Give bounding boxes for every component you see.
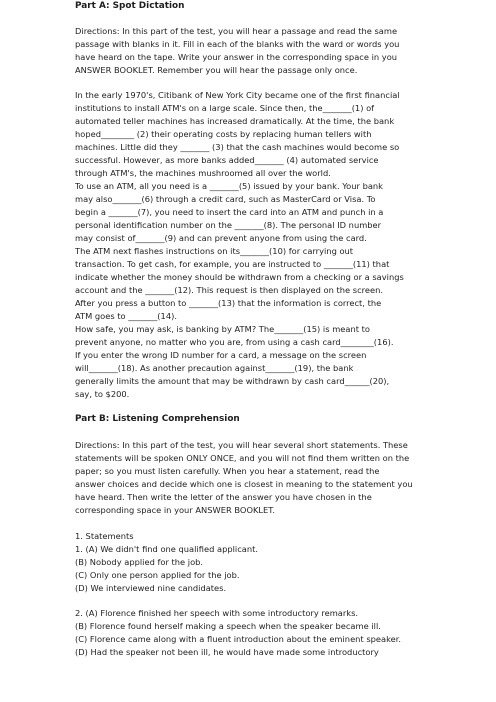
part-b-heading: Part B: Listening Comprehension <box>75 414 240 424</box>
passage-line: How safe, you may ask, is banking by ATM? The_______(15) is meant to <box>75 324 370 334</box>
part-a-passage <box>75 89 490 401</box>
document-page <box>75 0 490 659</box>
passage-line: prevent anyone, no matter who you are, from using a cash card________(16). <box>75 337 394 347</box>
passage-line: The ATM next flashes instructions on its_______(10) for carrying out <box>75 246 354 256</box>
passage-line: will_______(18). As another precaution against_______(19), the bank <box>75 363 354 373</box>
part-a-heading: Part A: Spot Dictation <box>75 1 185 11</box>
passage-line: After you press a button to _______(13) that the information is correct, the <box>75 298 382 308</box>
directions-line: corresponding space in your ANSWER BOOKLET. <box>75 505 275 515</box>
answer-option: (D) Had the speaker not been ill, he would have made some introductory <box>75 647 379 657</box>
passage-line: may consist of_______(9) and can prevent anyone from using the card. <box>75 233 367 243</box>
passage-line: machines. Little did they _______ (3) that the cash machines would become so <box>75 142 400 152</box>
passage-line: say, to $200. <box>75 389 130 399</box>
question-line: 2. (A) Florence finished her speech with some introductory remarks. <box>75 608 359 618</box>
directions-line: statements will be spoken ONLY ONCE, and you will not find them written on the <box>75 453 410 463</box>
passage-line: indicate whether the money should be withdrawn from a checking or a savings <box>75 272 404 282</box>
passage-line: To use an ATM, all you need is a _______(5) issued by your bank. Your bank <box>75 181 383 191</box>
passage-line: If you enter the wrong ID number for a card, a message on the screen <box>75 350 367 360</box>
question-2 <box>75 607 490 659</box>
passage-line: begin a _______(7), you need to insert the card into an ATM and punch in a <box>75 207 384 217</box>
answer-option: (B) Nobody applied for the job. <box>75 557 204 567</box>
directions-line: have heard. Then write the letter of the answer you have chosen in the <box>75 492 372 502</box>
directions-line: paper; so you must listen carefully. When you hear a statement, read the <box>75 466 380 476</box>
directions-line: Directions: In this part of the test, you will hear a passage and read the same <box>75 26 398 36</box>
passage-line: successful. However, as more banks added_______ (4) automated service <box>75 155 379 165</box>
passage-line: transaction. To get cash, for example, you are instructed to _______(11) that <box>75 259 390 269</box>
passage-line: may also_______(6) through a credit card, such as MasterCard or Visa. To <box>75 194 376 204</box>
question-1 <box>75 530 490 595</box>
directions-line: ANSWER BOOKLET. Remember you will hear the passage only once. <box>75 65 358 75</box>
passage-line: personal identification number on the _______(8). The personal ID number <box>75 220 382 230</box>
passage-line: account and the _______(12). This request is then displayed on the screen. <box>75 285 383 295</box>
passage-line: institutions to install ATM's on a large scale. Since then, the_______(1) of <box>75 103 375 113</box>
answer-option: (B) Florence found herself making a speech when the speaker became ill. <box>75 621 381 631</box>
answer-option: (D) We interviewed nine candidates. <box>75 583 227 593</box>
passage-line: generally limits the amount that may be withdrawn by cash card______(20), <box>75 376 390 386</box>
directions-line: Directions: In this part of the test, you will hear several short statements. These <box>75 440 408 450</box>
passage-line: ATM goes to _______(14). <box>75 311 177 321</box>
passage-line: hoped________ (2) their operating costs by replacing human tellers with <box>75 129 372 139</box>
passage-line: through ATM's, the machines mushroomed all over the world. <box>75 168 331 178</box>
directions-line: passage with blanks in it. Fill in each of the blanks with the ward or words you <box>75 39 400 49</box>
answer-option: (C) Florence came along with a fluent introduction about the eminent speaker. <box>75 634 402 644</box>
question-line: 1. (A) We didn't find one qualified applicant. <box>75 544 259 554</box>
answer-option: (C) Only one person applied for the job. <box>75 570 240 580</box>
part-a-directions <box>75 25 490 77</box>
part-b-directions <box>75 439 490 517</box>
directions-line: answer choices and decide which one is closest in meaning to the statement you <box>75 479 413 489</box>
passage-line: automated teller machines has increased dramatically. At the time, the bank <box>75 116 395 126</box>
question-line: 1. Statements <box>75 531 134 541</box>
directions-line: have heard on the tape. Write your answer in the corresponding space in you <box>75 52 398 62</box>
passage-line: In the early 1970's, Citibank of New York City became one of the first financial <box>75 90 400 100</box>
